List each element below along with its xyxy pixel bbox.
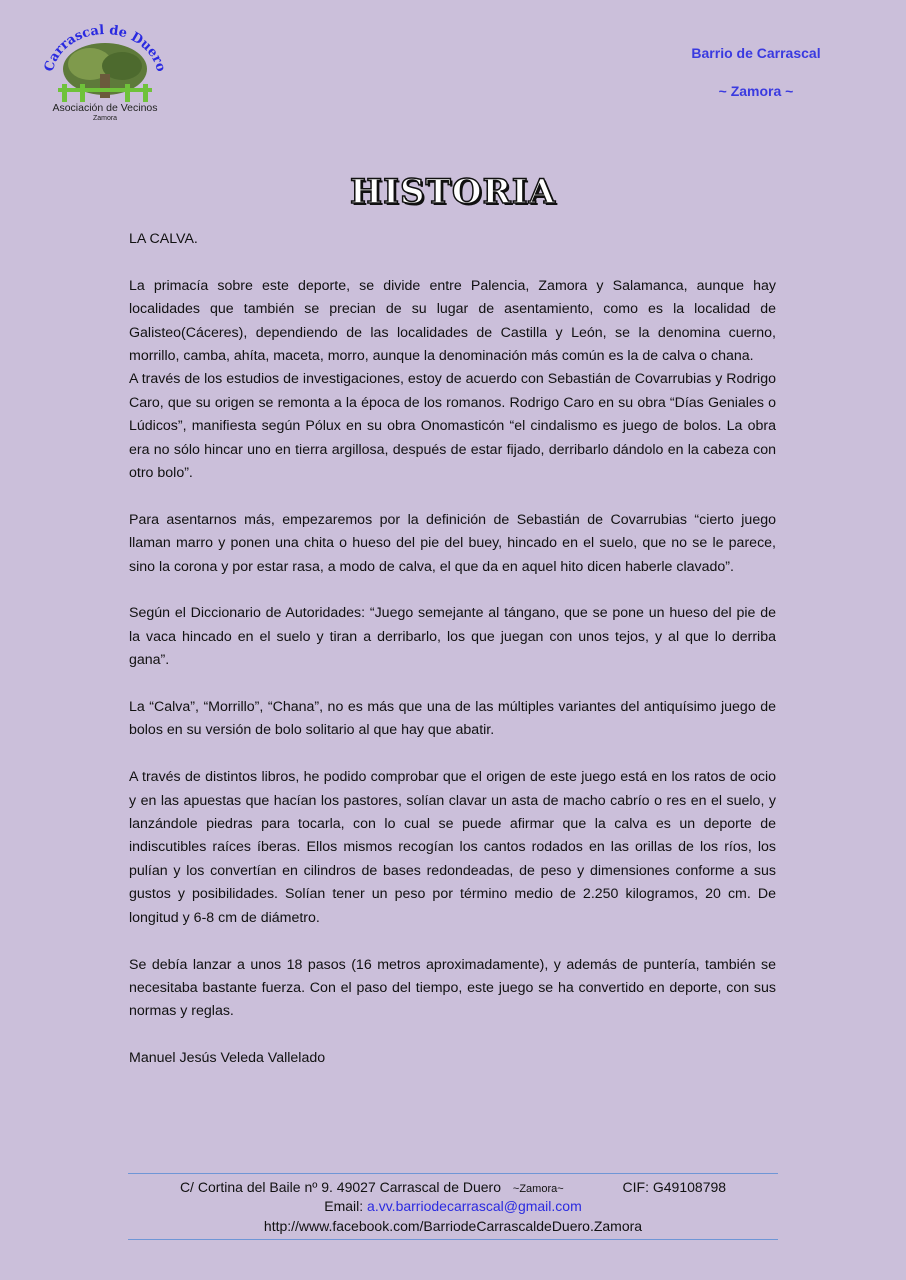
logo-org-name: Asociación de Vecinos [52,102,158,114]
paragraph: Para asentarnos más, empezaremos por la definición de Sebastián de Covarrubias “cierto juego llaman marro y ponen una chita o hueso del pie del buey, hincado en el suelo, que no se le parece, sino la corona y por estar rasa, a modo de calva, el que da en aquel hito dicen haberle clavado”. [129,511,776,575]
paragraph: Se debía lanzar a unos 18 pasos (16 metros aproximadamente), y además de puntería, también se necesitaba bastante fuerza. Con el paso del tiempo, este juego se ha convertido en deporte, con sus normas y reglas. [129,956,776,1020]
footer-email-label: Email: [324,1198,364,1214]
footer-rule-bottom [128,1239,778,1240]
footer-email-line [128,1198,778,1214]
paragraph: A través de los estudios de investigaciones, estoy de acuerdo con Sebastián de Covarrubias y Rodrigo Caro, que su origen se remonta a la época de los romanos. Rodrigo Caro en su obra “Días Geniales o Lúdicos”, manifiesta según Pólux en su obra Onomasticón “el cindalismo es juego de bolos. La obra era no sólo hincar uno en tierra argillosa, después de estar fijado, derribarlo dándolo en la cabeza con otro bolo”. [129,371,776,482]
association-logo [40,24,170,124]
page-title: HISTORIA [349,172,557,212]
paragraph: La primacía sobre este deporte, se divide entre Palencia, Zamora y Salamanca, aunque hay localidades que también se precian de su lugar de asentamiento, como es la localidad de Galisteo(Cáceres), dependiendo de las localidades de Castilla y León, se la denomina cuerno, morrillo, camba, ahíta, maceta, morro, aunque la denominación más común es la de calva o chana. [129,277,776,365]
paragraph: Según el Diccionario de Autoridades: “Juego semejante al tángano, que se pone un hueso del pie de la vaca hincado en el suelo y tiran a derribarlo, los que juegan con unos tejos, y al que lo derriba gana”. [129,605,776,669]
footer-zamora: ~Zamora~ [512,1183,564,1195]
footer-email-link[interactable]: a.vv.barriodecarrascal@gmail.com [367,1198,582,1214]
paragraph: A través de distintos libros, he podido comprobar que el origen de este juego está en los ratos de ocio y en las apuestas que hacían los pastores, solían clavar un asta de macho cabrío o res en el suelo, y lanzándole piedras para tocarla, con lo cual se puede afirmar que la calva es un deporte de indiscutibles raíces íberas. Ellos mismos recogían los cantos rodados en las orillas de los ríos, los pulían y los convertían en cilindros de bases redondeadas, de peso y dimensiones conforme a sus gustos y posibilidades. Solían tener un peso por término medio de 2.250 kilogramos, 20 cm. De longitud y 6-8 cm de diámetro. [129,769,776,926]
footer-address-line [128,1179,778,1195]
footer-facebook-link[interactable]: http://www.facebook.com/BarriodeCarrascaldeDuero.Zamora [263,1218,643,1234]
footer-rule-top [128,1173,778,1174]
header-city: ~ Zamora ~ [718,83,794,99]
article-subtitle: LA CALVA. [129,231,198,247]
footer-address: C/ Cortina del Baile nº 9. 49027 Carrascal de Duero [179,1179,502,1195]
header-neighborhood: Barrio de Carrascal [691,45,821,61]
author: Manuel Jesús Veleda Vallelado [129,1050,326,1067]
article-body [129,228,776,1071]
tree-logo-icon [40,24,170,104]
paragraph: La “Calva”, “Morrillo”, “Chana”, no es más que una de las múltiples variantes del antiquísimo juego de bolos en su versión de bolo solitario al que hay que abatir. [129,699,776,739]
svg-text:Carrascal de Duero: Carrascal de Duero [41,24,169,74]
footer-cif: CIF: G49108798 [622,1179,727,1195]
logo-city: Zamora [92,115,118,122]
